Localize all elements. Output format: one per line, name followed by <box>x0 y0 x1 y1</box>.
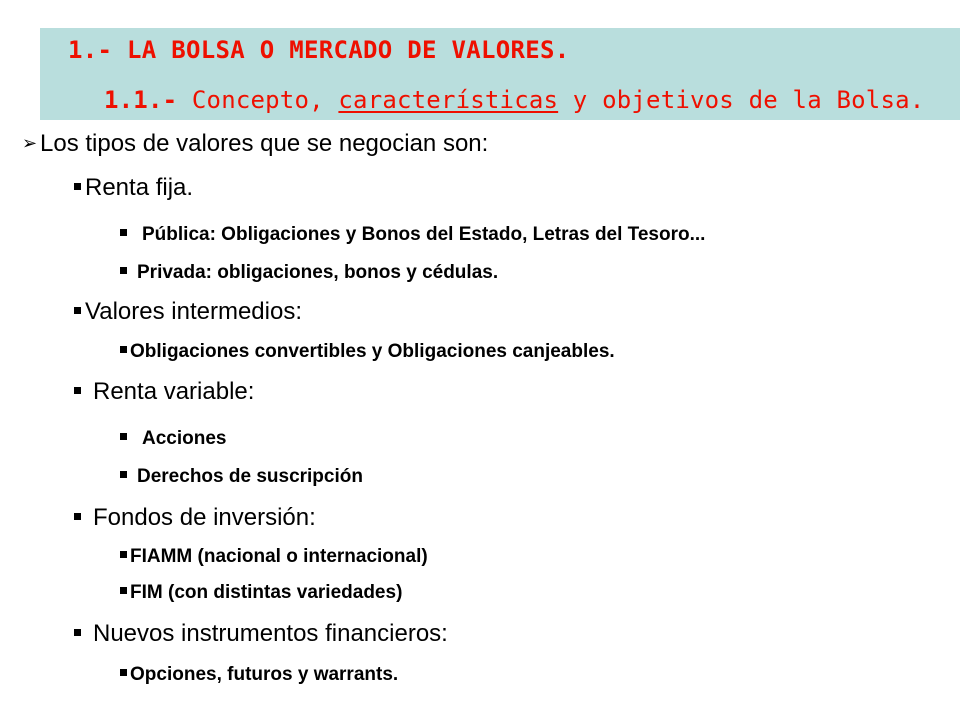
convertibles-text: Obligaciones convertibles y Obligaciones canjeables. <box>130 341 615 362</box>
subtitle-text-1: Concepto, <box>177 86 339 114</box>
subtitle-number: 1.1.- <box>104 86 178 114</box>
nuevos-label: Nuevos instrumentos financieros: <box>93 620 448 647</box>
list-item <box>120 341 615 363</box>
square-bullet-icon <box>120 669 127 676</box>
list-item <box>74 174 193 202</box>
derechos-text: Derechos de suscripción <box>137 466 363 487</box>
fim-text: FIM (con distintas variedades) <box>130 582 403 603</box>
publica-text: Pública: Obligaciones y Bonos del Estado, Letras del Tesoro... <box>142 224 706 245</box>
square-bullet-icon <box>120 587 127 594</box>
intermedios-label: Valores intermedios: <box>85 298 302 325</box>
subtitle-text-2: y objetivos de la Bolsa. <box>558 86 925 114</box>
square-bullet-icon <box>120 433 127 440</box>
square-bullet-icon <box>120 229 127 236</box>
square-bullet-icon <box>120 551 127 558</box>
list-item <box>120 546 428 568</box>
square-bullet-icon <box>74 387 81 394</box>
square-bullet-icon <box>74 513 81 520</box>
list-item <box>120 582 402 604</box>
list-item <box>120 224 705 246</box>
square-bullet-icon <box>74 183 81 190</box>
square-bullet-icon <box>120 267 127 274</box>
fondos-label: Fondos de inversión: <box>93 504 316 531</box>
fiamm-text: FIAMM (nacional o internacional) <box>130 546 428 567</box>
list-item <box>120 664 398 686</box>
renta-fija-label: Renta fija. <box>85 174 194 201</box>
list-item <box>74 298 302 326</box>
acciones-text: Acciones <box>142 428 227 449</box>
intro-text: Los tipos de valores que se negocian son: <box>40 130 489 157</box>
arrow-bullet-icon: ➢ <box>22 133 38 153</box>
list-item <box>74 378 254 406</box>
square-bullet-icon <box>120 346 127 353</box>
square-bullet-icon <box>74 307 81 314</box>
list-item <box>120 428 226 450</box>
opciones-text: Opciones, futuros y warrants. <box>130 664 399 685</box>
list-item <box>74 620 448 648</box>
slide-subtitle <box>104 86 924 114</box>
intro-item <box>22 130 488 158</box>
list-item <box>120 466 363 488</box>
square-bullet-icon <box>120 471 127 478</box>
slide-title: 1.- LA BOLSA O MERCADO DE VALORES. <box>68 36 570 64</box>
subtitle-underlined-word: características <box>338 86 559 114</box>
list-item <box>120 262 498 284</box>
square-bullet-icon <box>74 629 81 636</box>
renta-variable-label: Renta variable: <box>93 378 255 405</box>
list-item <box>74 504 316 532</box>
privada-text: Privada: obligaciones, bonos y cédulas. <box>137 262 499 283</box>
